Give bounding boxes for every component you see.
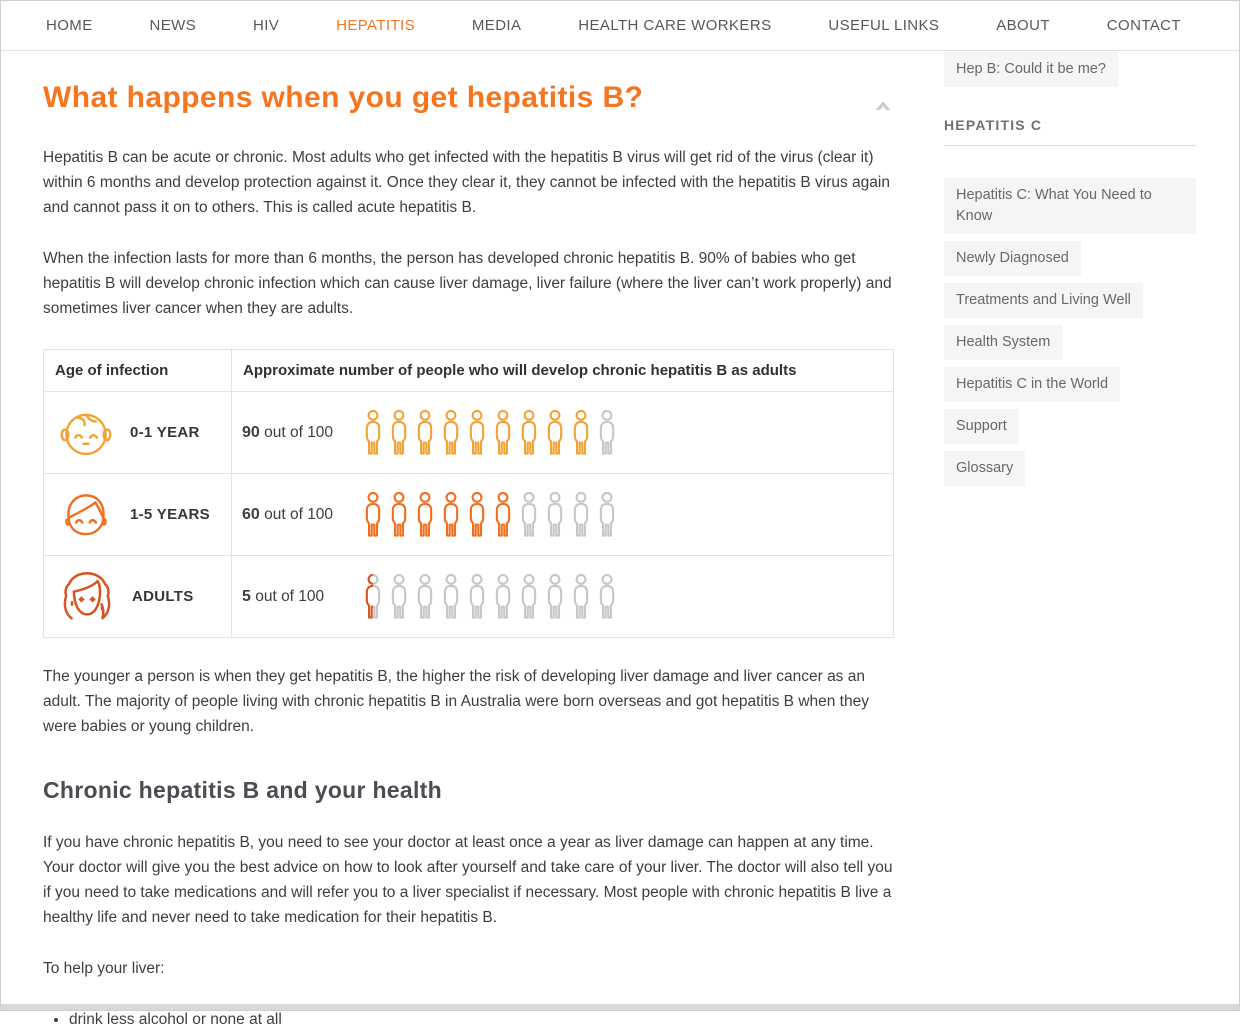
sidebar-item-hepc-in-the-world[interactable]: Hepatitis C in the World	[944, 367, 1120, 402]
paragraph-chronic: When the infection lasts for more than 6 months, the person has developed chronic hepatitis B. 90% of babies who get hepatitis B will develop chronic infection which can cause liver damage, liver failure (where the liver can’t work properly) and sometimes liver cancer when they are adults.	[43, 250, 892, 317]
sidebar-item-treatments-and-living-well[interactable]: Treatments and Living Well	[944, 283, 1143, 318]
count-text: 5 out of 100	[242, 587, 325, 605]
table-header-approx: Approximate number of people who will develop chronic hepatitis B as adults	[232, 350, 894, 392]
nav-item-contact[interactable]: CONTACT	[1106, 17, 1181, 34]
nav-item-useful-links[interactable]: USEFUL LINKS	[828, 17, 940, 34]
list-intro: To help your liver:	[43, 960, 165, 977]
page-title	[43, 81, 894, 119]
top-navigation	[1, 1, 1239, 51]
people-pictograph	[362, 409, 618, 456]
age-of-infection-table	[43, 349, 894, 638]
nav-item-hepatitis[interactable]: HEPATITIS	[336, 17, 415, 34]
age-label: 0-1 YEAR	[130, 424, 200, 441]
content-area	[1, 51, 1239, 1032]
sidebar	[944, 51, 1206, 493]
sub-heading: Chronic hepatitis B and your health	[43, 777, 442, 803]
page-title-text: What happens when you get hepatitis B?	[43, 81, 644, 114]
child-icon	[58, 487, 114, 543]
sidebar-item-glossary[interactable]: Glossary	[944, 451, 1025, 486]
paragraph-acute: Hepatitis B can be acute or chronic. Most adults who get infected with the hepatitis B virus will get rid of the virus (clear it) within 6 months and develop protection against it. Once they clear it, they cannot be infected with the hepatitis B virus again and cannot pass it on to others. This is called acute hepatitis B.	[43, 149, 890, 216]
people-pictograph	[362, 573, 618, 620]
nav-item-media[interactable]: MEDIA	[471, 17, 522, 34]
table-row	[44, 392, 894, 474]
age-label: 1-5 YEARS	[130, 506, 210, 523]
table-row	[44, 556, 894, 638]
baby-icon	[58, 405, 114, 461]
nav-item-home[interactable]: HOME	[46, 17, 93, 34]
nav-item-about[interactable]: ABOUT	[996, 17, 1050, 34]
age-label: ADULTS	[132, 588, 194, 605]
table-row	[44, 474, 894, 556]
sidebar-item-health-system[interactable]: Health System	[944, 325, 1062, 360]
table-header-age: Age of infection	[44, 350, 232, 392]
count-text: 90 out of 100	[242, 423, 334, 441]
paragraph-doctor: If you have chronic hepatitis B, you need to see your doctor at least once a year as liver damage can happen at any time. Your doctor will give you the best advice on how to look after yourself and take care of your liver. The doctor will also tell you if you need to take medications and will refer you to a liver specialist if necessary. Most people with chronic hepatitis B live a healthy life and never need to take medication for their hepatitis B.	[43, 834, 893, 926]
sidebar-item-newly-diagnosed[interactable]: Newly Diagnosed	[944, 241, 1081, 276]
nav-item-news[interactable]: NEWS	[149, 17, 197, 34]
collapse-caret-icon[interactable]	[872, 85, 894, 119]
sidebar-item-hepb-could-it-be-me[interactable]: Hep B: Could it be me?	[944, 52, 1118, 87]
list-item: • drink less alcohol or none at all	[69, 1007, 894, 1032]
nav-item-health-care-workers[interactable]: HEALTH CARE WORKERS	[578, 17, 772, 34]
footer-strip	[1, 1004, 1239, 1010]
count-text: 60 out of 100	[242, 505, 334, 523]
article	[43, 51, 894, 1032]
adult-icon	[58, 567, 116, 627]
paragraph-younger: The younger a person is when they get hepatitis B, the higher the risk of developing liver damage and liver cancer as an adult. The majority of people living with chronic hepatitis B in Australia were born overseas and got hepatitis B when they were babies or young children.	[43, 668, 869, 735]
sidebar-item-support[interactable]: Support	[944, 409, 1019, 444]
nav-item-hiv[interactable]: HIV	[253, 17, 280, 34]
sidebar-item-hepc-what-you-need-to-know[interactable]: Hepatitis C: What You Need to Know	[944, 178, 1196, 234]
sidebar-divider	[944, 145, 1196, 146]
people-pictograph	[362, 491, 618, 538]
sidebar-section-hepatitis-c: HEPATITIS C	[944, 117, 1043, 133]
